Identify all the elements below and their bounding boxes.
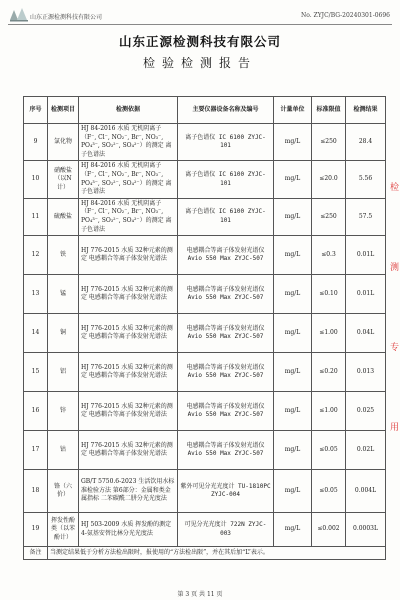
test-item: 铁 [48,236,79,275]
unit: mg/L [274,275,312,314]
instrument: 离子色谱仪 IC 6100 ZYJC-101 [178,198,274,235]
table-row [24,431,386,470]
instrument: 电感耦合等离子体发射光谱仪 Avio 550 Max ZYJC-507 [178,431,274,470]
row-number: 9 [24,124,48,161]
test-result: 0.04L [346,314,386,353]
column-header: 检测项目 [48,97,79,124]
test-item: 铜 [48,314,79,353]
page-number: 第 3 页 共 11 页 [177,591,223,598]
table-row [24,198,386,235]
row-number: 11 [24,198,48,235]
test-basis: HJ 84-2016 水质 无机阴离子（F⁻, Cl⁻, NO₂⁻, Br⁻, NO₃⁻, PO₄³⁻, SO₃²⁻, SO₄²⁻）的测定 离子色谱法 [79,161,178,198]
seal-char: 用 [389,423,399,433]
test-basis: GB/T 5750.6-2023 生活饮用水标准检验方法 第6部分：金属和类金属指标 二苯碳酰二肼分光光度法 [79,470,178,513]
column-header: 计量单位 [274,97,312,124]
note-label: 备注 [24,547,48,560]
row-number: 18 [24,470,48,513]
seal-char: 检 [389,183,399,193]
test-item: 氯化物 [48,124,79,161]
row-number: 12 [24,236,48,275]
test-result: 0.013 [346,353,386,392]
seal-seam-stamp [389,140,400,600]
table-row [24,314,386,353]
test-result: 0.025 [346,392,386,431]
unit: mg/L [274,353,312,392]
test-item: 硝酸盐（以N计） [48,161,79,198]
unit: mg/L [274,314,312,353]
test-item: 铬（六价） [48,470,79,513]
test-result: 0.01L [346,236,386,275]
standard-limit: ≤20.0 [312,161,346,198]
test-result: 57.5 [346,198,386,235]
test-result: 28.4 [346,124,386,161]
test-item: 铝 [48,353,79,392]
test-item: 钴 [48,431,79,470]
test-result: 5.56 [346,161,386,198]
row-number: 13 [24,275,48,314]
table-row [24,513,386,547]
table-row [24,236,386,275]
instrument: 紫外可见分光光度计 TU-1810PC ZYJC-004 [178,470,274,513]
unit: mg/L [274,236,312,275]
test-basis: HJ 776-2015 水质 32种元素的测定 电感耦合等离子体发射光谱法 [79,353,178,392]
header-company-name: 山东正源检测科技有限公司 [30,14,103,21]
instrument: 可见分光光度计 722N ZYJC-003 [178,513,274,547]
page-header [8,4,392,32]
test-basis: HJ 84-2016 水质 无机阴离子（F⁻, Cl⁻, NO₂⁻, Br⁻, NO₃⁻, PO₄³⁻, SO₃²⁻, SO₄²⁻）的测定 离子色谱法 [79,198,178,235]
standard-limit: ≤0.002 [312,513,346,547]
standard-limit: ≤0.05 [312,470,346,513]
test-basis: HJ 776-2015 水质 32种元素的测定 电感耦合等离子体发射光谱法 [79,314,178,353]
test-basis: HJ 503-2009 水质 挥发酚的测定 4-氨基安替比林分光光度法 [79,513,178,547]
standard-limit: ≤0.20 [312,353,346,392]
standard-limit: ≤0.10 [312,275,346,314]
table-row [24,470,386,513]
test-result: 0.02L [346,431,386,470]
page-title: 山东正源检测科技有限公司 [118,34,281,49]
report-subtitle: 检验检测报告 [142,56,257,70]
row-number: 19 [24,513,48,547]
column-header: 标准限值 [312,97,346,124]
row-number: 14 [24,314,48,353]
standard-limit: ≤0.3 [312,236,346,275]
instrument: 电感耦合等离子体发射光谱仪 Avio 550 Max ZYJC-507 [178,353,274,392]
table-row [24,353,386,392]
table-row [24,161,386,198]
note-text: 当测定结果低于分析方法检出限时，报使用的“方法检出限”，并在其后加“L”表示。 [48,547,386,560]
row-number: 17 [24,431,48,470]
column-header: 检测结果 [346,97,386,124]
seal-char: 专 [389,343,399,353]
standard-limit: ≤1.00 [312,392,346,431]
table-row [24,124,386,161]
standard-limit: ≤0.05 [312,431,346,470]
column-header: 检测依据 [79,97,178,124]
instrument: 离子色谱仪 IC 6100 ZYJC-101 [178,124,274,161]
test-item: 锰 [48,275,79,314]
column-header: 序号 [24,97,48,124]
test-result: 0.0003L [346,513,386,547]
unit: mg/L [274,513,312,547]
instrument: 电感耦合等离子体发射光谱仪 Avio 550 Max ZYJC-507 [178,392,274,431]
instrument: 离子色谱仪 IC 6100 ZYJC-101 [178,161,274,198]
table-row [24,275,386,314]
row-number: 16 [24,392,48,431]
report-number: No. ZYJC/BG-20240301-0696 [300,12,390,19]
table-row [24,392,386,431]
instrument: 电感耦合等离子体发射光谱仪 Avio 550 Max ZYJC-507 [178,236,274,275]
table-header-row [24,97,386,124]
standard-limit: ≤250 [312,124,346,161]
note-row [24,547,386,560]
standard-limit: ≤1.00 [312,314,346,353]
unit: mg/L [274,198,312,235]
test-basis: HJ 776-2015 水质 32种元素的测定 电感耦合等离子体发射光谱法 [79,431,178,470]
row-number: 15 [24,353,48,392]
test-item: 挥发性酚类（以苯酚计） [48,513,79,547]
standard-limit: ≤250 [312,198,346,235]
test-basis: HJ 84-2016 水质 无机阴离子（F⁻, Cl⁻, NO₂⁻, Br⁻, NO₃⁻, PO₄³⁻, SO₃²⁻, SO₄²⁻）的测定 离子色谱法 [79,124,178,161]
row-number: 10 [24,161,48,198]
test-basis: HJ 776-2015 水质 32种元素的测定 电感耦合等离子体发射光谱法 [79,392,178,431]
test-item: 锌 [48,392,79,431]
instrument: 电感耦合等离子体发射光谱仪 Avio 550 Max ZYJC-507 [178,314,274,353]
header-divider [8,24,392,25]
test-item: 硫酸盐 [48,198,79,235]
unit: mg/L [274,431,312,470]
test-basis: HJ 776-2015 水质 32种元素的测定 电感耦合等离子体发射光谱法 [79,275,178,314]
test-result: 0.004L [346,470,386,513]
unit: mg/L [274,470,312,513]
unit: mg/L [274,124,312,161]
instrument: 电感耦合等离子体发射光谱仪 Avio 550 Max ZYJC-507 [178,275,274,314]
seal-char: 测 [389,263,399,273]
unit: mg/L [274,161,312,198]
company-logo-icon [8,6,30,24]
unit: mg/L [274,392,312,431]
test-basis: HJ 776-2015 水质 32种元素的测定 电感耦合等离子体发射光谱法 [79,236,178,275]
column-header: 主要仪器设备名称及编号 [178,97,274,124]
test-result: 0.01L [346,275,386,314]
results-table [23,96,386,560]
